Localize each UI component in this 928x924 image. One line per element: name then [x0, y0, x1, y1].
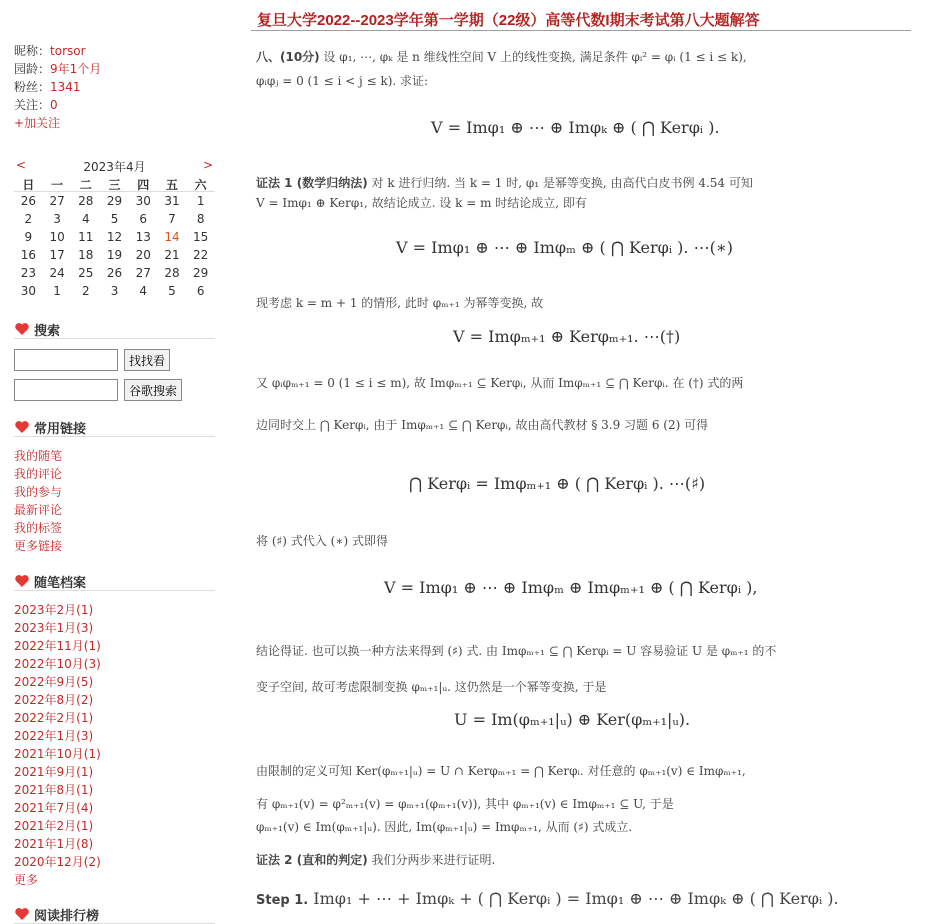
- heart-icon: [14, 573, 30, 589]
- calendar-day: 4: [139, 284, 148, 298]
- calendar-day: 27: [49, 194, 65, 208]
- reading-rank-section: [14, 905, 215, 924]
- search-heading: [14, 320, 215, 339]
- calendar-day: 26: [106, 266, 123, 280]
- calendar-day: 15: [193, 230, 209, 244]
- calendar-day: 2: [81, 284, 90, 298]
- calendar: [14, 158, 215, 300]
- reading-rank-heading: [14, 905, 215, 924]
- archive-link-item[interactable]: 更多: [14, 873, 39, 887]
- profile-info: [14, 42, 101, 132]
- calendar-day: 27: [135, 266, 151, 280]
- archive-link-item[interactable]: 2023年1月(3): [14, 621, 94, 635]
- archive-link-item[interactable]: 2022年8月(2): [14, 693, 94, 707]
- common-links-heading: [14, 418, 215, 437]
- proof1-text-11: φₘ₊₁(v) ∈ Im(φₘ₊₁|ᵤ). 因此, Im(φₘ₊₁|ᵤ) = Imφₘ₊₁, 从而 (♯) 式成立.: [256, 820, 633, 834]
- calendar-week: [14, 282, 215, 300]
- heart-icon: [14, 321, 30, 337]
- fans-link[interactable]: 1341: [50, 80, 81, 94]
- archive-link-item[interactable]: 2021年8月(1): [14, 783, 94, 797]
- calendar-day: 29: [193, 266, 209, 280]
- nickname-link[interactable]: torsor: [50, 44, 86, 58]
- post-title[interactable]: 复旦大学2022--2023学年第一学期（22级）高等代数I期末考试第八大题解答: [257, 12, 760, 29]
- common-link-item[interactable]: 我的标签: [14, 521, 63, 535]
- equation-main: V = Imφ₁ ⊕ ⋯ ⊕ Imφₖ ⊕ ( ⋂ Kerφᵢ ).: [431, 118, 720, 137]
- calendar-day: 23: [20, 266, 36, 280]
- calendar-day: 19: [106, 248, 123, 262]
- common-links-heading-text: 常用链接: [34, 421, 87, 437]
- archive-heading-text: 随笔档案: [34, 575, 87, 591]
- proof1-text-7: 结论得证. 也可以换一种方法来得到 (♯) 式. 由 Imφₘ₊₁ ⊆ ⋂ Kerφᵢ = U 容易验证 U 是 φₘ₊₁ 的不: [256, 644, 777, 658]
- calendar-week: [14, 264, 215, 282]
- calendar-day: 28: [164, 266, 180, 280]
- archive-link-item[interactable]: 2022年1月(3): [14, 729, 94, 743]
- follow-link[interactable]: 0: [50, 98, 58, 112]
- proof1-text-10: 有 φₘ₊₁(v) = φ²ₘ₊₁(v) = φₘ₊₁(φₘ₊₁(v)), 其中 φₘ₊₁(v) ∈ Imφₘ₊₁ ⊆ U, 于是: [256, 797, 674, 811]
- archive-list: [14, 601, 215, 889]
- calendar-day: 7: [168, 212, 176, 226]
- age-label: 园龄：: [14, 62, 51, 76]
- calendar-day: 26: [20, 194, 36, 208]
- proof1-intro: [256, 174, 753, 191]
- zhaozhaokan-button[interactable]: 找找看: [124, 349, 170, 371]
- calendar-header: [14, 158, 215, 174]
- calendar-day: 18: [78, 248, 94, 262]
- calendar-day: 5: [110, 212, 119, 226]
- proof1-text-3: 现考虑 k = m + 1 的情形, 此时 φₘ₊₁ 为幂等变换, 故: [256, 296, 544, 310]
- calendar-day: 17: [49, 248, 65, 262]
- proof2-intro: [256, 851, 495, 868]
- proof1-text-1: 对 k 进行归纳. 当 k = 1 时, φ₁ 是幂等变换, 由高代白皮书例 4.54 可知: [367, 176, 753, 190]
- archive-link-item[interactable]: 2022年11月(1): [14, 639, 101, 653]
- calendar-day: 16: [20, 248, 36, 262]
- calendar-day: 9: [24, 230, 33, 244]
- weekday-header: 一: [51, 178, 64, 192]
- archive-heading: [14, 572, 215, 591]
- archive-link-item[interactable]: 2023年2月(1): [14, 603, 94, 617]
- calendar-day: 31: [164, 194, 180, 208]
- calendar-day: 13: [135, 230, 151, 244]
- proof1-text-4: 又 φᵢφₘ₊₁ = 0 (1 ≤ i ≤ m), 故 Imφₘ₊₁ ⊆ Kerφᵢ, 从而 Imφₘ₊₁ ⊆ ⋂ Kerφᵢ. 在 (†) 式的两: [256, 376, 744, 390]
- calendar-day: 2: [24, 212, 33, 226]
- proof1-heading: 证法 1 (数学归纳法): [256, 176, 368, 190]
- reading-rank-heading-text: 阅读排行榜: [34, 908, 100, 924]
- weekday-header: 四: [137, 178, 150, 192]
- calendar-day: 1: [53, 284, 61, 298]
- archive-link-item[interactable]: 2022年9月(5): [14, 675, 94, 689]
- calendar-week: [14, 228, 215, 246]
- archive-link-item[interactable]: 2022年10月(3): [14, 657, 101, 671]
- common-links-section: [14, 418, 215, 555]
- heart-icon: [14, 906, 30, 922]
- google-search-button[interactable]: 谷歌搜索: [124, 379, 182, 401]
- search-section: [14, 320, 215, 401]
- common-link-item[interactable]: 我的评论: [14, 467, 63, 481]
- calendar-next-link[interactable]: >: [202, 158, 213, 172]
- title-divider: [251, 30, 911, 31]
- proof1-text-2: V = Imφ₁ ⊕ Kerφ₁, 故结论成立. 设 k = m 时结论成立, 即有: [256, 196, 587, 210]
- proof1-text-8: 变子空间, 故可考虑限制变换 φₘ₊₁|ᵤ. 这仍然是一个幂等变换, 于是: [256, 680, 607, 694]
- fans-label: 粉丝：: [14, 80, 51, 94]
- archive-link-item[interactable]: 2021年9月(1): [14, 765, 94, 779]
- calendar-day: 5: [168, 284, 176, 298]
- calendar-day: 22: [193, 248, 209, 262]
- calendar-week: [14, 246, 215, 264]
- equation-dagger: V = Imφₘ₊₁ ⊕ Kerφₘ₊₁. ⋯(†): [453, 327, 681, 346]
- calendar-week: [14, 192, 215, 210]
- calendar-day: 14: [164, 230, 180, 244]
- common-link-item[interactable]: 最新评论: [14, 503, 63, 517]
- weekday-header: 二: [79, 178, 92, 192]
- archive-link-item[interactable]: 2021年10月(1): [14, 747, 101, 761]
- step1-equation: Imφ₁ + ⋯ + Imφₖ + ( ⋂ Kerφᵢ ) = Imφ₁ ⊕ ⋯ ⊕ Imφₖ ⊕ ( ⋂ Kerφᵢ ).: [308, 889, 839, 908]
- calendar-day: 20: [135, 248, 151, 262]
- nickname-label: 昵称：: [14, 44, 51, 58]
- archive-link-item[interactable]: 2021年2月(1): [14, 819, 94, 833]
- calendar-prev-link[interactable]: <: [16, 158, 27, 172]
- common-link-item[interactable]: 更多链接: [14, 539, 63, 553]
- calendar-day: 28: [78, 194, 94, 208]
- calendar-day: 25: [78, 266, 94, 280]
- weekday-header: 日: [22, 178, 35, 192]
- search-input[interactable]: [14, 349, 118, 371]
- weekday-header: 六: [194, 178, 207, 192]
- calendar-day: 29: [106, 194, 123, 208]
- calendar-day: 6: [196, 284, 205, 298]
- add-follow-link[interactable]: +加关注: [14, 116, 61, 130]
- weekday-header: 三: [108, 178, 121, 192]
- common-links-list: [14, 447, 215, 555]
- calendar-day: 21: [164, 248, 180, 262]
- equation-final: V = Imφ₁ ⊕ ⋯ ⊕ Imφₘ ⊕ Imφₘ₊₁ ⊕ ( ⋂ Kerφᵢ ),: [384, 578, 758, 597]
- common-link-item[interactable]: 我的随笔: [14, 449, 63, 463]
- search-heading-text: 搜索: [34, 323, 61, 339]
- problem-text-1: 设 φ₁, ⋯, φₖ 是 n 维线性空间 V 上的线性变换, 满足条件 φᵢ² = φᵢ (1 ≤ i ≤ k),: [319, 50, 747, 64]
- calendar-day: 6: [139, 212, 148, 226]
- calendar-day: 12: [106, 230, 123, 244]
- calendar-day: 30: [135, 194, 151, 208]
- common-link-item[interactable]: 我的参与: [14, 485, 63, 499]
- step1-line: [256, 889, 839, 908]
- equation-sharp: ⋂ Kerφᵢ = Imφₘ₊₁ ⊕ ( ⋂ Kerφᵢ ). ⋯(♯): [409, 474, 706, 493]
- proof1-text-9: 由限制的定义可知 Ker(φₘ₊₁|ᵤ) = U ∩ Kerφₘ₊₁ = ⋂ Kerφᵢ. 对任意的 φₘ₊₁(v) ∈ Imφₘ₊₁,: [256, 764, 746, 778]
- calendar-days: [14, 192, 215, 300]
- heart-icon: [14, 419, 30, 435]
- calendar-day: 30: [20, 284, 36, 298]
- problem-number: 八、(10分): [256, 50, 320, 64]
- calendar-day: 1: [196, 194, 205, 208]
- calendar-day: 3: [110, 284, 119, 298]
- proof1-text-6: 将 (♯) 式代入 (∗) 式即得: [256, 534, 388, 548]
- age-link[interactable]: 9年1个月: [50, 62, 102, 76]
- archive-link-item[interactable]: 2021年7月(4): [14, 801, 94, 815]
- equation-star: V = Imφ₁ ⊕ ⋯ ⊕ Imφₘ ⊕ ( ⋂ Kerφᵢ ). ⋯(∗): [396, 238, 733, 257]
- archive-link-item[interactable]: 2022年2月(1): [14, 711, 94, 725]
- calendar-weekdays: [14, 176, 215, 192]
- calendar-day: 24: [49, 266, 65, 280]
- problem-statement-line1: [256, 48, 747, 65]
- problem-statement-line2: φᵢφⱼ = 0 (1 ≤ i < j ≤ k). 求证:: [256, 74, 429, 88]
- calendar-day: 4: [81, 212, 90, 226]
- step1-label: Step 1.: [256, 893, 309, 908]
- calendar-day: 11: [78, 230, 94, 244]
- follow-label: 关注：: [14, 98, 51, 112]
- archive-link-item[interactable]: 2021年1月(8): [14, 837, 94, 851]
- google-search-input[interactable]: [14, 379, 118, 401]
- archive-link-item[interactable]: 2020年12月(2): [14, 855, 101, 869]
- calendar-day: 3: [53, 212, 61, 226]
- calendar-month: 2023年4月: [83, 160, 146, 174]
- archive-section: [14, 572, 215, 889]
- proof2-text: 我们分两步来进行证明.: [367, 853, 496, 867]
- calendar-week: [14, 210, 215, 228]
- calendar-day: 10: [49, 230, 65, 244]
- calendar-day: 8: [196, 212, 205, 226]
- proof1-text-5: 边同时交上 ⋂ Kerφᵢ, 由于 Imφₘ₊₁ ⊆ ⋂ Kerφᵢ, 故由高代教材 § 3.9 习题 6 (2) 可得: [256, 418, 709, 432]
- equation-restriction: U = Im(φₘ₊₁|ᵤ) ⊕ Ker(φₘ₊₁|ᵤ).: [454, 710, 691, 729]
- weekday-header: 五: [165, 178, 178, 192]
- proof2-heading: 证法 2 (直和的判定): [256, 853, 368, 867]
